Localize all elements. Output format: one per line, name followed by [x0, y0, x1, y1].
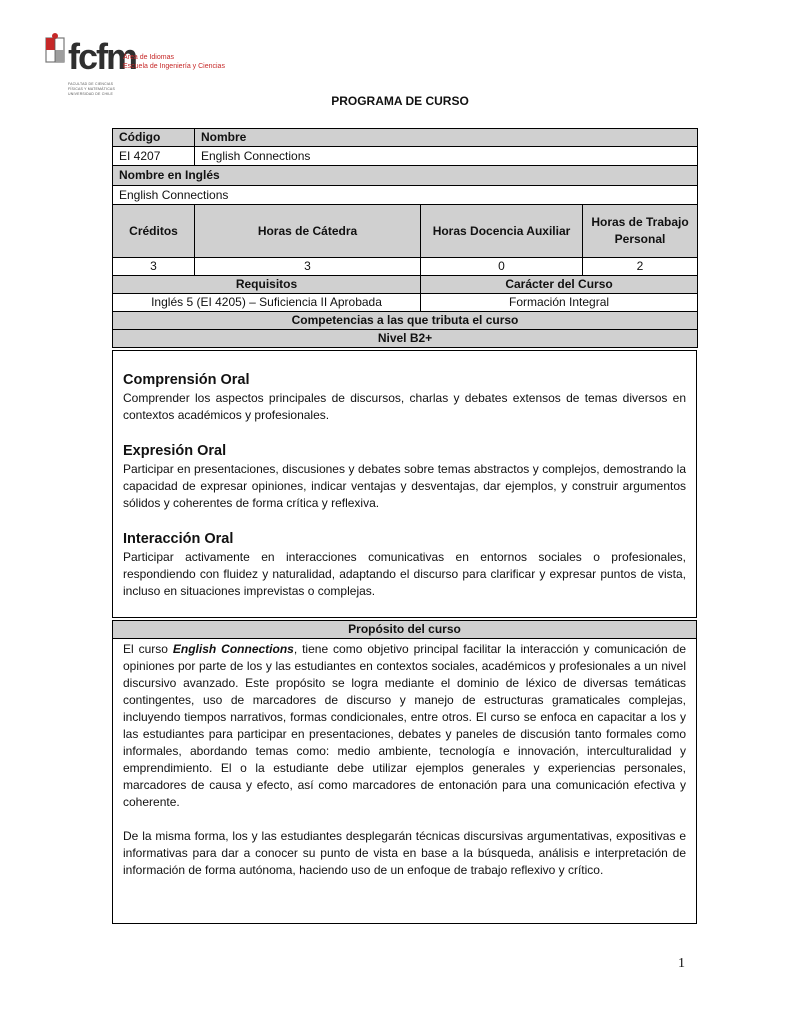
- competency-title: Comprensión Oral: [123, 372, 250, 388]
- competency-text: Comprender los aspectos principales de discursos, charlas y debates extensos de temas diversos en contextos académicos y profesionales.: [123, 391, 686, 422]
- logo-wordmark: fcfm: [68, 36, 137, 77]
- english-name-label: Nombre en Inglés: [113, 166, 698, 186]
- competencies-panel: [112, 350, 697, 618]
- aux-hours-value: 0: [421, 258, 583, 276]
- competency-title: Expresión Oral: [123, 443, 227, 459]
- competencies-label: Competencias a las que tributa el curso: [113, 312, 698, 330]
- lecture-hours-label: Horas de Cátedra: [195, 205, 421, 258]
- logo-faculty-line1: FACULTAD DE CIENCIAS: [68, 82, 114, 86]
- personal-hours-label: Horas de Trabajo Personal: [583, 205, 698, 258]
- level-label: Nivel B2+: [113, 330, 698, 348]
- aux-hours-label: Horas Docencia Auxiliar: [421, 205, 583, 258]
- logo-faculty-line3: UNIVERSIDAD DE CHILE: [68, 92, 114, 96]
- logo-area-line1: Área de Idiomas: [123, 54, 174, 61]
- course-code: EI 4207: [113, 147, 195, 166]
- credits-label: Créditos: [113, 205, 195, 258]
- purpose-body: , tiene como objetivo principal facilitar la interacción y comunicación de opiniones por parte de los y las estudiantes en contextos sociales, académicos y profesionales a un nivel discursivo avanzado. Este propósito se logra mediante el dominio de léxico de diversas temáticas contingentes, uso de marcadores de discurso y manejo de estructuras gramaticales complejas, incluyendo tiempos narrativos, formas condicionales, entre otros. El curso se enfoca en capacitar a los y las estudiantes para participar en presentaciones, debates y paneles de discusión tanto formales como informales, abordando temas como: medio ambiente, tecnología e innovación, interculturalidad y emprendimiento. El o la estudiante debe utilizar ejemplos generales y experiencias personales, marcadores de causa y efecto, así como marcadores de entonación para una comunicación efectiva y coherente.: [123, 642, 686, 809]
- page-title: PROGRAMA DE CURSO: [331, 94, 469, 108]
- fcfm-logo: [44, 30, 244, 100]
- personal-hours-value: 2: [583, 258, 698, 276]
- course-name: English Connections: [195, 147, 698, 166]
- lecture-hours-value: 3: [195, 258, 421, 276]
- requirements-value: Inglés 5 (EI 4205) – Suficiencia II Aprobada: [113, 294, 421, 312]
- purpose-paragraph-1: [123, 641, 686, 811]
- character-label: Carácter del Curso: [421, 276, 698, 294]
- competency-title: Interacción Oral: [123, 531, 234, 547]
- page-number: 1: [678, 956, 685, 971]
- competency-text: Participar en presentaciones, discusiones y debates sobre temas abstractos y complejos, demostrando la capacidad de expresar opiniones, indicar ventajas y desventajas, dar ejemplos, y construir argumentos sólidos y coherentes de forma crítica y reflexiva.: [123, 462, 686, 510]
- purpose-paragraph-2: De la misma forma, los y las estudiantes desplegarán técnicas discursivas argumentativas, expositivas e informativas para dar a conocer su punto de vista en base a la búsqueda, análisis e interpretación de información de forma autónoma, haciendo uso de un enfoque de trabajo reflexivo y crítico.: [123, 829, 686, 877]
- character-value: Formación Integral: [421, 294, 698, 312]
- purpose-panel: [112, 638, 697, 924]
- university-shield-icon: [44, 32, 66, 66]
- logo-area-line2: Escuela de Ingeniería y Ciencias: [123, 63, 225, 70]
- purpose-label: Propósito del curso: [112, 620, 697, 639]
- requirements-label: Requisitos: [113, 276, 421, 294]
- english-name: English Connections: [113, 186, 698, 205]
- purpose-prefix: El curso: [123, 642, 173, 656]
- purpose-course-name: English Connections: [172, 642, 294, 656]
- logo-faculty-line2: FÍSICAS Y MATEMÁTICAS: [68, 87, 115, 91]
- competency-text: Participar activamente en interacciones comunicativas en entornos sociales o profesionales, respondiendo con fluidez y naturalidad, adaptando el discurso para clarificar y expresar puntos de vista, incluso en situaciones imprevistas o complejas.: [123, 550, 686, 598]
- name-label: Nombre: [195, 129, 698, 147]
- credits-value: 3: [113, 258, 195, 276]
- code-label: Código: [113, 129, 195, 147]
- course-info-table: [112, 128, 698, 348]
